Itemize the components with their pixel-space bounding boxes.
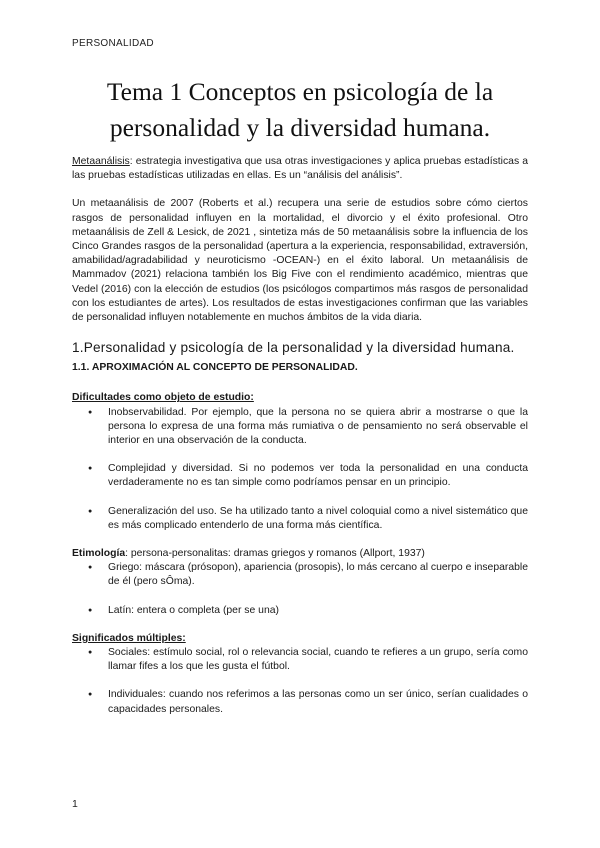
etimologia-line [72, 547, 528, 561]
dificultades-label: Dificultades como objeto de estudio: [72, 392, 254, 404]
etimologia-list [72, 561, 528, 618]
list-item: ● Inobservabilidad. Por ejemplo, que la persona no se quiera abrir a mostrarse o que la persona lo expresa de una forma más rumiativa o de pensamiento no será observable el interior en una observación de la conducta. [108, 406, 528, 449]
subsection-heading-1-1: 1.1. APROXIMACIÓN AL CONCEPTO DE PERSONALIDAD. [72, 362, 358, 374]
etimologia-label: Etimología [72, 548, 126, 560]
document-title: Tema 1 Conceptos en psicología de la personalidad y la diversidad humana. [106, 77, 494, 142]
dificultades-list [72, 406, 528, 533]
metaanalisis-definition [72, 155, 528, 183]
list-item: ● Individuales: cuando nos referimos a las personas como un ser único, serían cualidades o capacidades personales. [108, 688, 528, 716]
list-item: ● Griego: máscara (prósopon), apariencia (prosopis), lo más cercano al cuerpo e inseparable de él (pero sÔma). [108, 561, 528, 589]
document-body [72, 155, 528, 717]
metaanalisis-term: Metaanálisis [72, 156, 130, 167]
etimologia-text: : persona-personalitas: dramas griegos y romanos (Allport, 1937) [125, 548, 425, 560]
significados-list [72, 646, 528, 717]
metaanalisis-paragraph: Un metaanálisis de 2007 (Roberts et al.) recupera una serie de estudios sobre cómo ciertos rasgos de personalidad influyen en la mortalidad, el divorcio y el éxito profesional. Otro metaanálisis de Zell & Lesick, de 2021 , sintetiza más de 50 metaanálisis sobre la influencia de los Cinco Grandes rasgos de la personalidad (apertura a la experiencia, responsabilidad, extraversión, amabilidad/agradabilidad y neuroticismo -OCEAN-) en el éxito laboral. Un metaanálisis de Mammadov (2021) relaciona también los Big Five con el rendimiento académico, mientras que Vedel (2016) con la elección de estudios (los psicólogos compartimos más rasgos de personalidad con los estudiantes de artes). Los resultados de estas investigaciones confirman que las variables de personalidad influyen notablemente en muchos ámbitos de la vida diaria. [72, 198, 528, 324]
section-heading-1: 1.Personalidad y psicología de la personalidad y la diversidad humana. [72, 340, 515, 356]
list-item: ● Generalización del uso. Se ha utilizado tanto a nivel coloquial como a nivel sistemático que es más complicado entenderlo de una forma más científica. [108, 505, 528, 533]
list-item: ● Complejidad y diversidad. Si no podemos ver toda la personalidad en una conducta verdaderamente no es tan simple como podríamos pensar en un principio. [108, 462, 528, 490]
list-item: ● Sociales: estímulo social, rol o relevancia social, cuando te refieres a un grupo, sería como llamar fifes a los que les gusta el fútbol. [108, 646, 528, 674]
page-number: 1 [72, 798, 78, 810]
list-item: ● Latín: entera o completa (per se una) [108, 604, 528, 618]
significados-label: Significados múltiples: [72, 632, 186, 644]
running-header: PERSONALIDAD [72, 38, 154, 49]
metaanalisis-definition-text: : estrategia investigativa que usa otras investigaciones y aplica pruebas estadísticas a las pruebas estadísticas utilizadas en ellas. Es un “análisis del análisis”. [72, 156, 528, 182]
